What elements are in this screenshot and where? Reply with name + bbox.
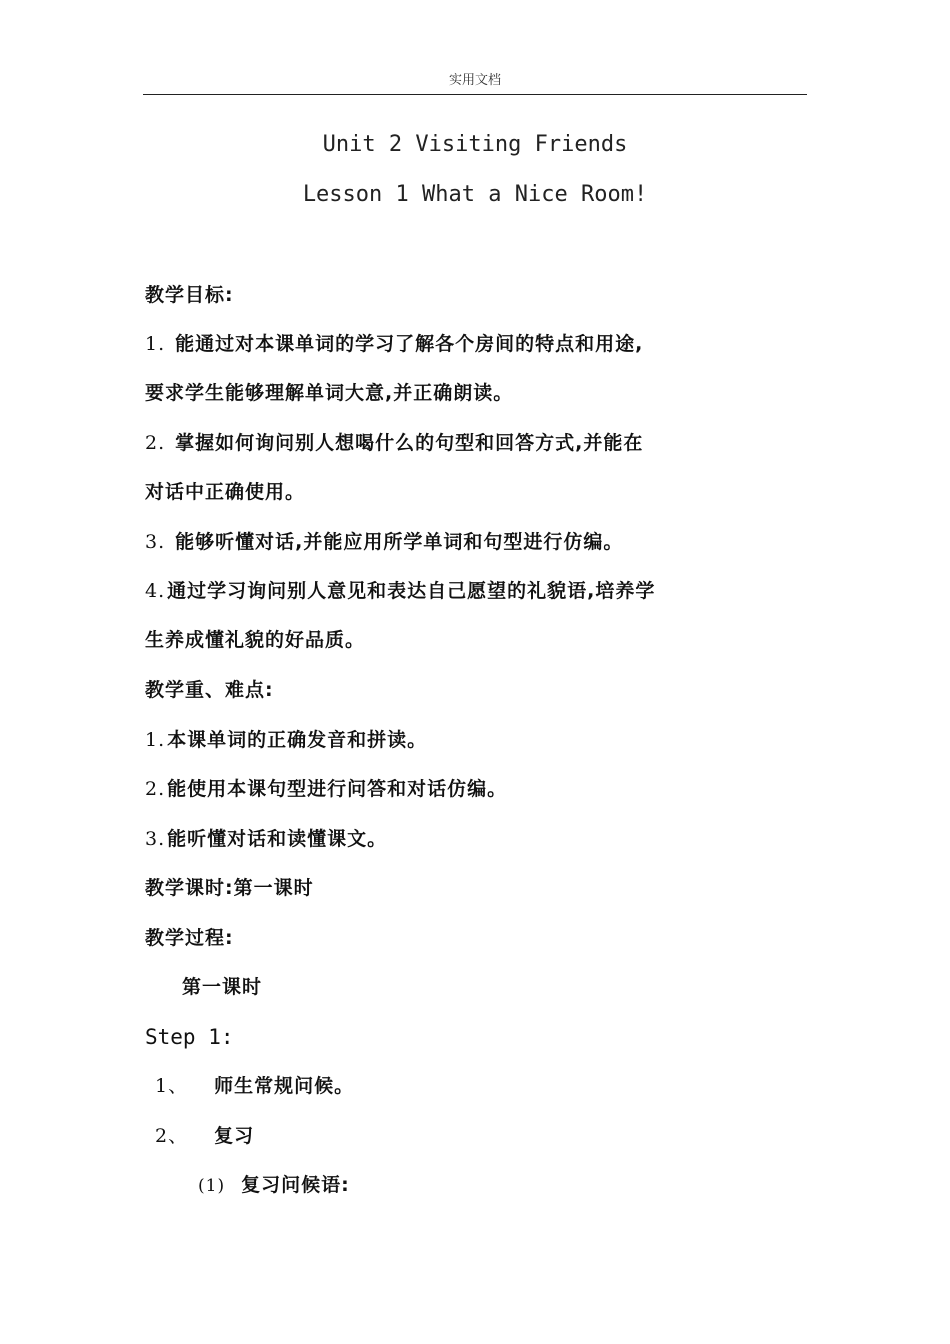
objective-4-line-1 — [145, 577, 655, 605]
step-heading: Step 1: — [145, 1025, 234, 1049]
objective-2-number: 2. — [145, 432, 166, 454]
objective-4-number: 4. — [145, 580, 166, 602]
process-heading: 教学过程: — [145, 927, 234, 949]
key-point-3-text: 能听懂对话和读懂课文。 — [167, 828, 388, 850]
key-point-2 — [145, 775, 507, 803]
sub-item-1-number: (1) — [198, 1176, 226, 1196]
page-header: 实用文档 — [143, 72, 807, 95]
key-point-3 — [145, 825, 387, 853]
objective-1-text: 能通过对本课单词的学习了解各个房间的特点和用途, — [175, 333, 644, 355]
objective-4-line-2: 生养成懂礼貌的好品质。 — [145, 629, 366, 651]
step-item-2-text: 复习 — [214, 1125, 255, 1147]
step-item-1-text: 师生常规问候。 — [214, 1075, 355, 1097]
objective-2-text: 掌握如何询问别人想喝什么的句型和回答方式,并能在 — [175, 432, 644, 454]
objective-1-line-1 — [145, 330, 643, 358]
step-item-2-number: 2、 — [155, 1125, 189, 1147]
objective-3-number: 3. — [145, 531, 166, 553]
unit-title: Unit 2 Visiting Friends — [322, 132, 628, 157]
objective-2-line-2: 对话中正确使用。 — [145, 481, 306, 503]
step-item-1-number: 1、 — [155, 1075, 189, 1097]
objective-2-line-1 — [145, 429, 643, 457]
key-point-3-number: 3. — [145, 828, 166, 850]
objective-4-text: 通过学习询问别人意见和表达自己愿望的礼貌语,培养学 — [167, 580, 656, 602]
sub-item-1 — [198, 1171, 350, 1200]
key-point-1-number: 1. — [145, 729, 166, 751]
key-points-heading: 教学重、难点: — [145, 679, 274, 701]
step-item-2 — [155, 1122, 254, 1150]
step-item-1 — [155, 1072, 354, 1100]
class-hours: 教学课时:第一课时 — [145, 877, 314, 899]
key-point-1-text: 本课单词的正确发音和拼读。 — [167, 729, 428, 751]
key-point-2-text: 能使用本课句型进行问答和对话仿编。 — [167, 778, 508, 800]
lesson-title: Lesson 1 What a Nice Room! — [302, 182, 648, 207]
objective-3-text: 能够听懂对话,并能应用所学单词和句型进行仿编。 — [175, 531, 624, 553]
sub-item-1-text: 复习问候语: — [241, 1174, 350, 1196]
objectives-heading: 教学目标: — [145, 284, 234, 306]
objective-1-line-2: 要求学生能够理解单词大意,并正确朗读。 — [145, 382, 514, 404]
objective-1-number: 1. — [145, 333, 166, 355]
period-heading: 第一课时 — [182, 976, 263, 998]
key-point-2-number: 2. — [145, 778, 166, 800]
key-point-1 — [145, 726, 427, 754]
objective-3-line-1 — [145, 528, 623, 556]
